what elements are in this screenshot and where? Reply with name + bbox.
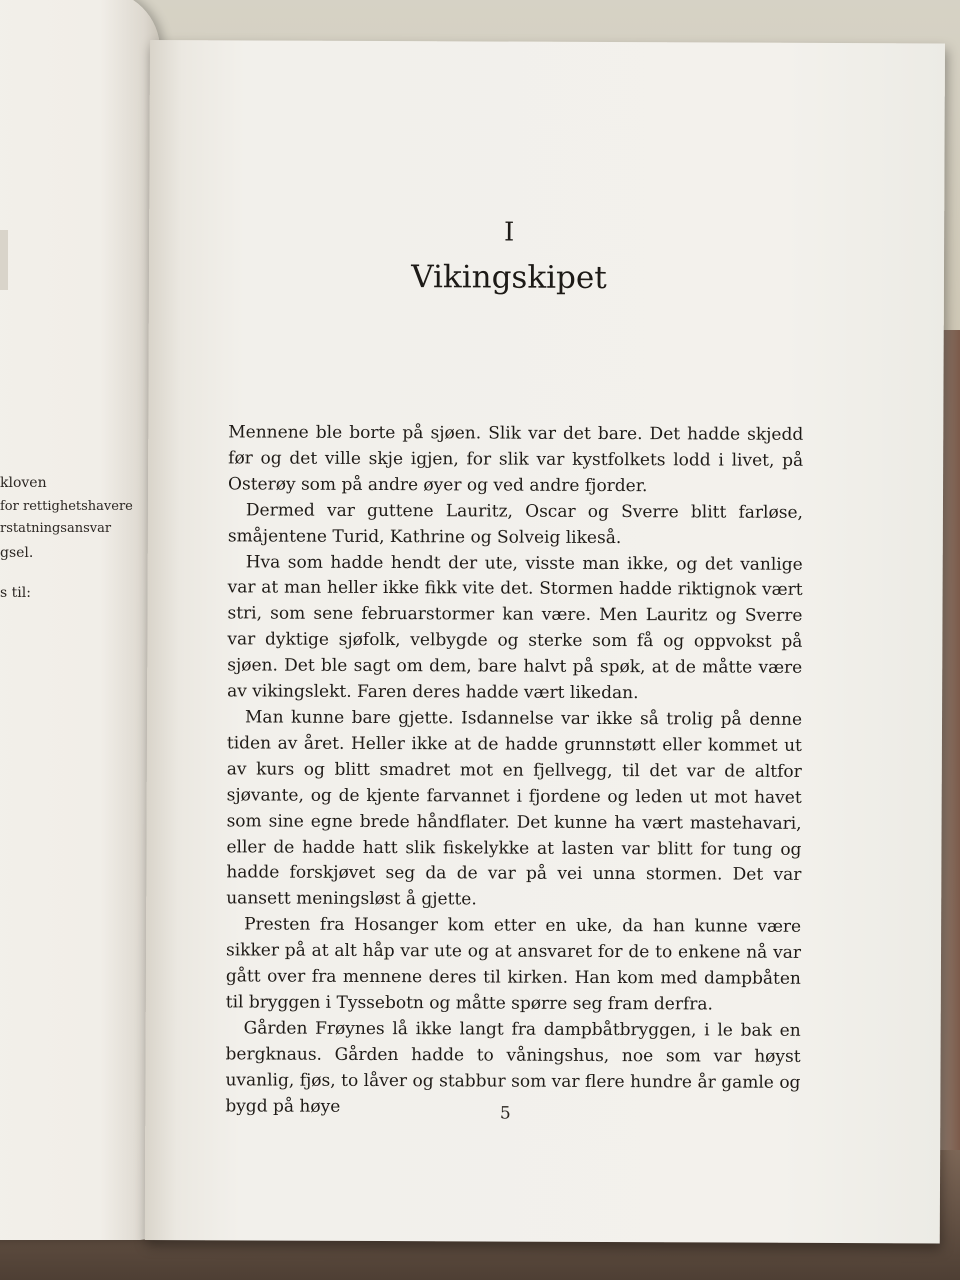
paragraph: Dermed var guttene Lauritz, Oscar og Sverre blitt farløse, småjentene Turid, Kathrine og Solveig likeså. — [227, 500, 803, 548]
paragraph: Hva som hadde hendt der ute, visste man ikke, og det vanlige var at man heller ikke fikk vite det. Stormen hadde riktignok vært stri, som sene februarstormer kan være. Men Lauritz og Sverre var dyktige sjøfolk, velbygde og sterke som få og oppvokst på sjøen. Det ble sagt om dem, bare halvt på spøk, at de måtte være av vikingslekt. Faren deres hadde vært likedan. — [227, 551, 803, 704]
left-page-line: kloven — [0, 475, 47, 491]
left-page-line: rstatningsansvar — [0, 521, 112, 536]
right-book-page — [145, 40, 945, 1243]
paragraph: Mennene ble borte på sjøen. Slik var det bare. Det hadde skjedd før og det ville skje igjen, for slik var kystfolkets lodd i livet, på Osterøy som på andre øyer og ved andre fjorder. — [228, 422, 804, 496]
page-number: 5 — [499, 1103, 511, 1124]
chapter-body — [225, 420, 803, 1122]
left-page-line: for rettighetshavere — [0, 499, 133, 514]
chapter-title: Vikingskipet — [411, 259, 607, 296]
left-book-page — [0, 0, 160, 1240]
paragraph: Man kunne bare gjette. Isdannelse var ikke så trolig på denne tiden av året. Heller ikke at de hadde grunnstøtt eller kommet ut av kurs og blitt smadret mot en fjellvegg, til det var de altfor sjøvante, og de kjente farvannet i fjordene og leden ut mot havet som sine egne brede håndflater. Det kunne ha vært mastehavari, eller de hadde hatt slik fiskelykke at lasten var blitt for tung og hadde forskjøvet seg da de var på vei unna stormen. Det var uansett meningsløst å gjette. — [226, 707, 803, 910]
left-page-mark — [0, 230, 8, 290]
left-page-line: gsel. — [0, 545, 34, 561]
left-page-line: s til: — [0, 585, 31, 601]
chapter-number: I — [503, 217, 515, 248]
paragraph: Gården Frøynes lå ikke langt fra dampbåtbryggen, i le bak en bergknaus. Gården hadde to våningshus, noe som var høyst uvanlig, fjøs, to låver og stabbur som var flere hundre år gamle og bygd på høye — [225, 1018, 801, 1117]
paragraph: Presten fra Hosanger kom etter en uke, da han kunne være sikker på at alt håp var ute og at ansvaret for de to enkene nå var gått over fra mennene deres til kirken. Han kom med dampbåten til bryggen i Tyssebotn og måtte spørre seg fram derfra. — [225, 914, 802, 1015]
